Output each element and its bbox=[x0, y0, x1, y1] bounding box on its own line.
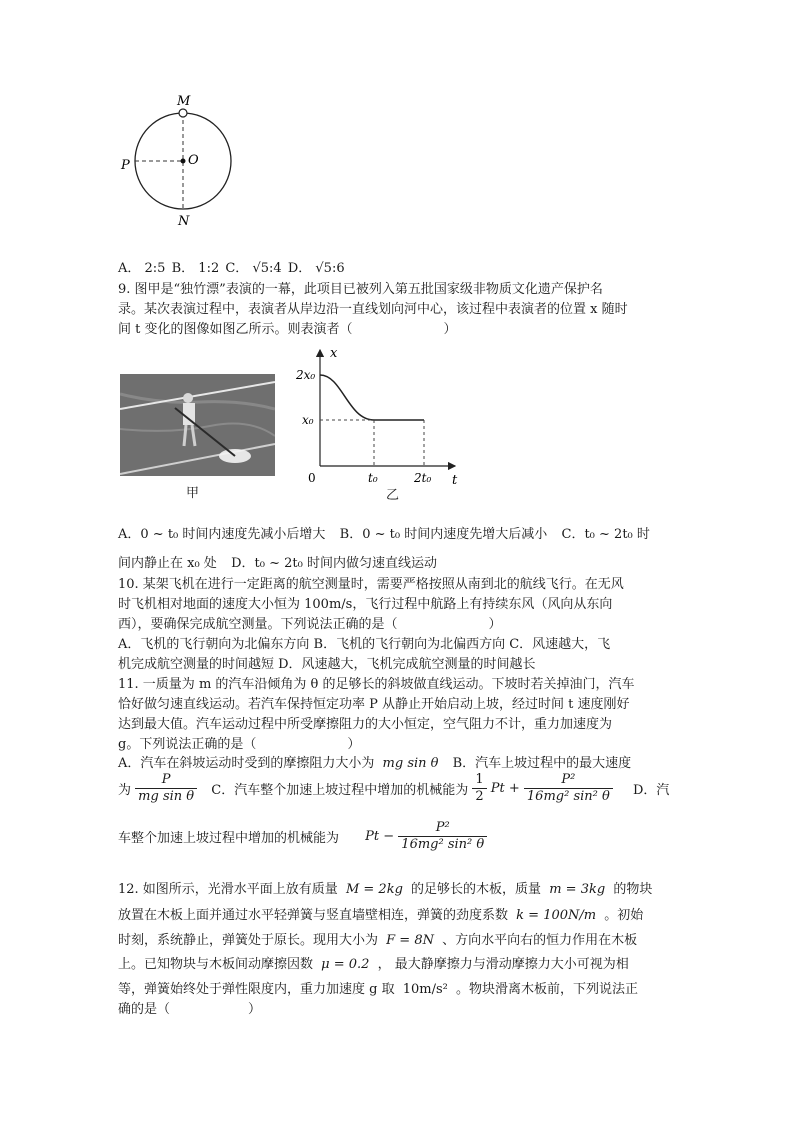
x-axis-label: t bbox=[452, 473, 458, 488]
origin-label: 0 bbox=[308, 471, 316, 485]
bamboo-rafting-photo bbox=[120, 374, 275, 476]
q9-option-d: D．t₀ ~ 2t₀ 时间内做匀速直线运动 bbox=[231, 556, 437, 571]
q11-option-a-line bbox=[118, 752, 631, 771]
q9-option-c-part1: C．t₀ ~ 2t₀ 时 bbox=[561, 527, 650, 542]
q12-line-6: 确的是（ ） bbox=[118, 1002, 262, 1017]
q12-force-f: F = 8N bbox=[386, 933, 434, 948]
q11-c-half-num: 1 bbox=[472, 772, 486, 789]
q9-options-line-1 bbox=[118, 523, 650, 542]
q8-option-a-value: 2:5 bbox=[144, 261, 166, 276]
q11-b-fraction-num: P bbox=[135, 772, 197, 789]
q10-line-5: 机完成航空测量的时间越短 D．风速越大，飞机完成航空测量的时间越长 bbox=[118, 657, 536, 672]
q11-c-half bbox=[472, 772, 486, 805]
q9-options-line-2 bbox=[118, 552, 437, 571]
q8-option-d-prefix: D． bbox=[287, 261, 312, 276]
label-p: P bbox=[121, 158, 130, 173]
q11-option-b: B．汽车上坡过程中的最大速度 bbox=[452, 756, 632, 771]
q12-l4b: ， 最大静摩擦力与滑动摩擦力大小可视为相 bbox=[377, 957, 629, 972]
q12-friction-mu: μ = 0.2 bbox=[321, 957, 370, 972]
q10-line-3: 西），要确保完成航空测量。下列说法正确的是（ ） bbox=[118, 617, 502, 632]
q8-option-c-prefix: C． bbox=[225, 261, 249, 276]
q12-l2a: 放置在木板上面并通过水平轻弹簧与竖直墙壁相连，弹簧的劲度系数 bbox=[118, 908, 509, 923]
q9-stem-line-2: 录。某次表演过程中，表演者从岸边沿一直线划向河中心，该过程中表演者的位置 x 随时 bbox=[118, 302, 628, 317]
q12-l4a: 上。已知物块与木板间动摩擦因数 bbox=[118, 957, 314, 972]
x-tick-2t0: 2t₀ bbox=[414, 471, 432, 485]
q8-option-d-value: √5:6 bbox=[315, 261, 345, 276]
q12-l3a: 时刻，系统静止，弹簧处于原长。现用大小为 bbox=[118, 933, 379, 948]
q8-options bbox=[118, 257, 345, 276]
circle-diagram bbox=[110, 90, 250, 230]
q11-c-fraction-num: P² bbox=[524, 772, 613, 789]
q12-line-3 bbox=[118, 929, 637, 948]
q12-spring-k: k = 100N/m bbox=[516, 908, 597, 923]
q11-b-fraction bbox=[135, 772, 197, 805]
q12-line-1 bbox=[118, 878, 652, 897]
q11-line-2: 恰好做匀速直线运动。若汽车保持恒定功率 P 从静止开始启动上坡，经过时间 t 速度刚好 bbox=[118, 697, 630, 712]
q9-option-b: B．0 ~ t₀ 时间内速度先增大后减小 bbox=[339, 527, 548, 542]
q11-c-fraction-den: 16mg² sin² θ bbox=[526, 789, 610, 804]
q9-option-c-part2: 间内静止在 x₀ 处 bbox=[118, 556, 217, 571]
q11-b-fraction-den: mg sin θ bbox=[138, 789, 195, 804]
q11-option-d: D．汽 bbox=[632, 783, 670, 798]
q11-d-row bbox=[118, 820, 487, 853]
q11-last-line: 车整个加速上坡过程中增加的机械能为 bbox=[118, 831, 340, 846]
q12-l5a: 等，弹簧始终处于弹性限度内，重力加速度 g 取 bbox=[118, 982, 395, 997]
y-axis-label: x bbox=[330, 346, 338, 361]
q12-gravity-g: 10m/s² bbox=[402, 982, 448, 997]
point-m-ring bbox=[179, 109, 187, 117]
q11-line-3: 达到最大值。汽车运动过程中所受摩擦阻力的大小恒定，空气阻力不计，重力加速度为 bbox=[118, 717, 613, 732]
q8-option-b-value: 1:2 bbox=[198, 261, 220, 276]
q9-option-a: A．0 ~ t₀ 时间内速度先减小后增大 bbox=[118, 527, 326, 542]
label-n: N bbox=[178, 214, 190, 229]
q12-l1a: 12. 如图所示，光滑水平面上放有质量 bbox=[118, 882, 338, 897]
x-tick-t0: t₀ bbox=[368, 471, 378, 485]
q11-c-half-den: 2 bbox=[475, 789, 484, 804]
q11-line-1: 11. 一质量为 m 的汽车沿倾角为 θ 的足够长的斜坡做直线运动。下坡时若关掉油门，汽车 bbox=[118, 677, 635, 692]
q11-d-fraction-num: P² bbox=[398, 820, 487, 837]
q11-d-fraction bbox=[398, 820, 487, 853]
q12-line-4 bbox=[118, 953, 629, 972]
q11-c-fraction bbox=[524, 772, 613, 805]
position-curve bbox=[320, 375, 424, 420]
q11-wei-label: 为 bbox=[118, 783, 132, 798]
caption-jia: 甲 bbox=[186, 486, 200, 501]
q11-option-c: C．汽车整个加速上坡过程中增加的机械能为 bbox=[211, 783, 469, 798]
q8-option-c-value: √5:4 bbox=[252, 261, 282, 276]
q12-l3b: 、方向水平向右的恒力作用在木板 bbox=[442, 933, 638, 948]
q12-l2b: 。初始 bbox=[604, 908, 644, 923]
caption-yi: 乙 bbox=[386, 488, 400, 503]
q11-d-pt-minus: Pt − bbox=[365, 829, 395, 844]
position-time-graph bbox=[290, 342, 470, 492]
q12-l1c: 的物块 bbox=[613, 882, 653, 897]
q11-c-pt-plus: Pt + bbox=[490, 781, 520, 796]
q12-mass-block: m = 3kg bbox=[549, 882, 606, 897]
q12-line-5 bbox=[118, 978, 638, 997]
label-o: O bbox=[188, 153, 199, 168]
q12-l1b: 的足够长的木板，质量 bbox=[411, 882, 542, 897]
q12-l5b: 。物块滑离木板前，下列说法正 bbox=[456, 982, 639, 997]
q10-line-1: 10. 某架飞机在进行一定距离的航空测量时，需要严格按照从南到北的航线飞行。在无风 bbox=[118, 577, 624, 592]
q12-line-2 bbox=[118, 904, 643, 923]
q11-b-fraction-row bbox=[118, 772, 669, 805]
q8-option-a-prefix: A． bbox=[118, 261, 141, 276]
q11-d-fraction-den: 16mg² sin² θ bbox=[401, 837, 485, 852]
q12-mass-board: M = 2kg bbox=[345, 882, 403, 897]
q10-line-4: A．飞机的飞行朝向为北偏东方向 B．飞机的飞行朝向为北偏西方向 C．风速越大，飞 bbox=[118, 637, 611, 652]
q8-option-b-prefix: B． bbox=[171, 261, 195, 276]
q11-line-4: g。下列说法正确的是（ ） bbox=[118, 737, 361, 752]
y-tick-x0: x₀ bbox=[302, 413, 314, 427]
label-m: M bbox=[177, 94, 191, 109]
q11-option-a: A．汽车在斜坡运动时受到的摩擦阻力大小为 bbox=[118, 756, 375, 771]
q10-line-2: 时飞机相对地面的速度大小恒为 100m/s，飞行过程中航路上有持续东风（风向从东向 bbox=[118, 597, 613, 612]
y-tick-2x0: 2x₀ bbox=[296, 368, 316, 382]
q9-stem-line-1: 9. 图甲是“独竹漂”表演的一幕，此项目已被列入第五批国家级非物质文化遗产保护名 bbox=[118, 282, 603, 297]
q9-stem-line-3: 间 t 变化的图像如图乙所示。则表演者（ ） bbox=[118, 322, 457, 337]
point-o-dot bbox=[181, 159, 186, 164]
q11-option-a-expr: mg sin θ bbox=[382, 756, 439, 771]
